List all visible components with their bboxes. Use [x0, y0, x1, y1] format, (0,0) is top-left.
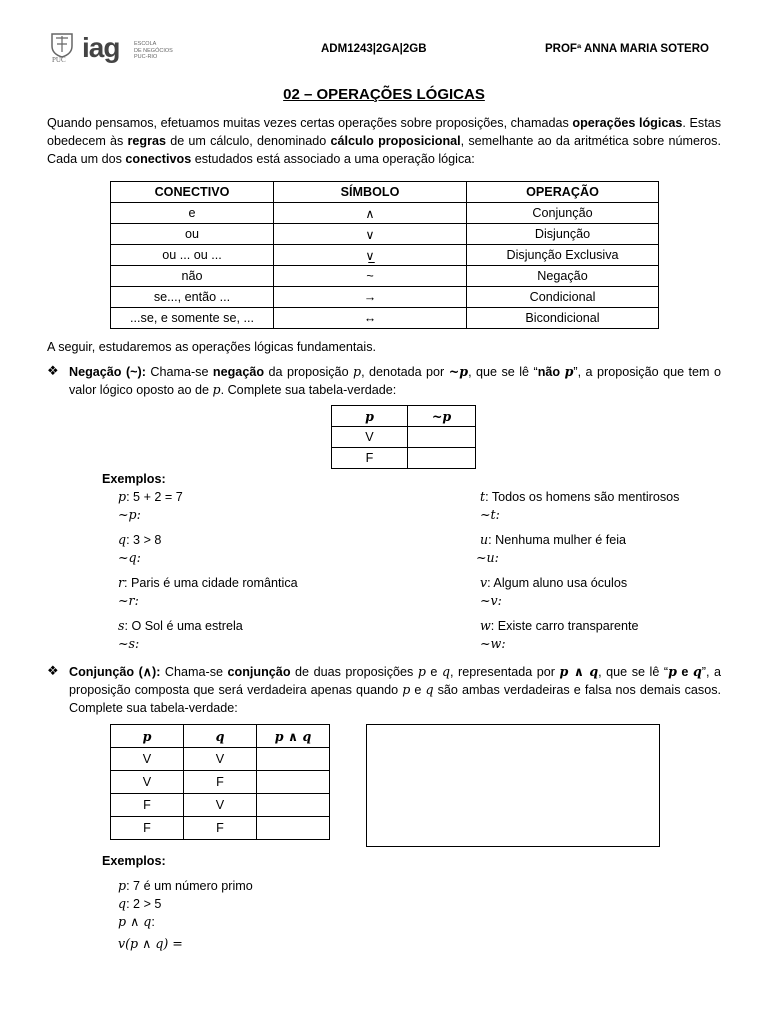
iag-logo-text: iag — [82, 32, 120, 63]
example-negation: ~r: — [118, 593, 139, 608]
puc-label: PUC — [52, 56, 66, 64]
answer-cell[interactable] — [257, 771, 330, 794]
diamond-bullet-icon: ❖ — [47, 663, 59, 678]
example-item: v(p ∧ q) = — [118, 936, 183, 951]
example-item: s: O Sol é uma estrela — [118, 618, 243, 633]
header-cell: CONECTIVO — [111, 182, 274, 203]
header-logo — [50, 32, 180, 66]
header-cell: p — [111, 725, 184, 748]
example-item: u: Nenhuma mulher é feia — [480, 532, 627, 547]
table-row — [111, 266, 659, 287]
example-negation: ~v: — [480, 593, 502, 608]
intro-paragraph: Quando pensamos, efetuamos muitas vezes certas operações sobre proposições, chamadas operações lógicas. Estas obedecem às regras de um cálculo, denominado cálculo proposicional, semelhante ao da aritmética sobre números. Cada um dos conectivos estudados está associado a uma operação lógica: — [47, 116, 721, 166]
table-cell: V — [111, 748, 184, 771]
table-cell: V — [111, 771, 184, 794]
table-cell: Disjunção Exclusiva — [467, 245, 659, 266]
table-cell: V — [184, 748, 257, 771]
table-row — [111, 224, 659, 245]
header-cell: SÍMBOLO — [274, 182, 467, 203]
table-header-row — [111, 182, 659, 203]
header-cell: q — [184, 725, 257, 748]
table-cell: não — [111, 266, 274, 287]
answer-cell[interactable] — [408, 448, 476, 469]
page-title: 02 – OPERAÇÕES LÓGICAS — [283, 86, 485, 103]
course-code: ADM1243|2GA|2GB — [321, 43, 427, 55]
symbol-cell: ∨ — [274, 224, 467, 245]
table-row — [111, 203, 659, 224]
diamond-bullet-icon: ❖ — [47, 363, 59, 378]
table-cell: Negação — [467, 266, 659, 287]
symbol-cell: → — [274, 287, 467, 308]
table-cell: F — [184, 771, 257, 794]
example-item: p ∧ q: — [118, 914, 155, 929]
empty-answer-box[interactable] — [366, 724, 660, 847]
symbol-cell: ∧ — [274, 203, 467, 224]
example-negation: ~p: — [118, 507, 141, 522]
header-cell: OPERAÇÃO — [467, 182, 659, 203]
table-cell: V — [184, 794, 257, 817]
table-cell: F — [111, 794, 184, 817]
table-cell: Bicondicional — [467, 308, 659, 329]
header-cell: ~p — [408, 406, 476, 427]
teacher-name: PROFª ANNA MARIA SOTERO — [545, 43, 709, 55]
negation-truth-table — [331, 405, 476, 469]
connectives-table — [110, 181, 659, 329]
header-cell: p ∧ q — [257, 725, 330, 748]
table-row — [111, 287, 659, 308]
answer-cell[interactable] — [257, 817, 330, 840]
table-row — [111, 245, 659, 266]
puc-crest-icon — [50, 32, 74, 58]
example-negation: ~q: — [118, 550, 141, 565]
table-cell: F — [111, 817, 184, 840]
table-row — [111, 771, 330, 794]
example-negation: ~u: — [476, 550, 499, 565]
example-item: p: 7 é um número primo — [118, 878, 253, 893]
example-negation: ~w: — [480, 636, 506, 651]
table-cell: se..., então ... — [111, 287, 274, 308]
answer-cell[interactable] — [408, 427, 476, 448]
next-line: A seguir, estudaremos as operações lógicas fundamentais. — [47, 340, 377, 354]
table-cell: ou ... ou ... — [111, 245, 274, 266]
example-item: t: Todos os homens são mentirosos — [480, 489, 680, 504]
table-row — [111, 794, 330, 817]
example-item: p: 5 + 2 = 7 — [118, 489, 183, 504]
table-cell: ou — [111, 224, 274, 245]
table-cell: F — [184, 817, 257, 840]
table-row — [332, 427, 476, 448]
table-cell: Disjunção — [467, 224, 659, 245]
example-item: w: Existe carro transparente — [480, 618, 639, 633]
iag-logo-subtitle: ESCOLA DE NEGÓCIOS PUC-RIO — [134, 41, 173, 60]
example-negation: ~s: — [118, 636, 140, 651]
table-row — [332, 448, 476, 469]
header-cell: p — [332, 406, 408, 427]
conjunction-paragraph: Conjunção (∧): Chama-se conjunção de duas proposições p e q, representada por p ∧ q, que se lê “p e q”, a proposição composta que será verdadeira apenas quando p e q são ambas verdadeiras e falsa nos demais casos. Complete sua tabela-verdade: — [69, 664, 722, 715]
answer-cell[interactable] — [257, 748, 330, 771]
table-row — [111, 817, 330, 840]
symbol-cell: ~ — [274, 266, 467, 287]
table-cell: Condicional — [467, 287, 659, 308]
table-row — [111, 748, 330, 771]
example-negation: ~t: — [480, 507, 500, 522]
example-item: v: Algum aluno usa óculos — [480, 575, 628, 590]
example-item: r: Paris é uma cidade romântica — [118, 575, 298, 590]
conjunction-truth-table — [110, 724, 330, 840]
examples-label: Exemplos: — [102, 472, 166, 486]
table-row — [111, 308, 659, 329]
examples-label: Exemplos: — [102, 854, 166, 868]
table-cell: Conjunção — [467, 203, 659, 224]
example-item: q: 2 > 5 — [118, 896, 162, 911]
negation-paragraph: Negação (~): Chama-se negação da proposição p, denotada por ~p, que se lê “não p”, a proposição que tem o valor lógico oposto ao de p. Complete sua tabela-verdade: — [69, 364, 722, 397]
symbol-cell: ↔ — [274, 308, 467, 329]
symbol-cell: ∨̲ — [274, 245, 467, 266]
table-header-row — [332, 406, 476, 427]
example-item: q: 3 > 8 — [118, 532, 162, 547]
table-cell: ...se, e somente se, ... — [111, 308, 274, 329]
answer-cell[interactable] — [257, 794, 330, 817]
table-cell: e — [111, 203, 274, 224]
table-cell: F — [332, 448, 408, 469]
table-cell: V — [332, 427, 408, 448]
table-header-row — [111, 725, 330, 748]
